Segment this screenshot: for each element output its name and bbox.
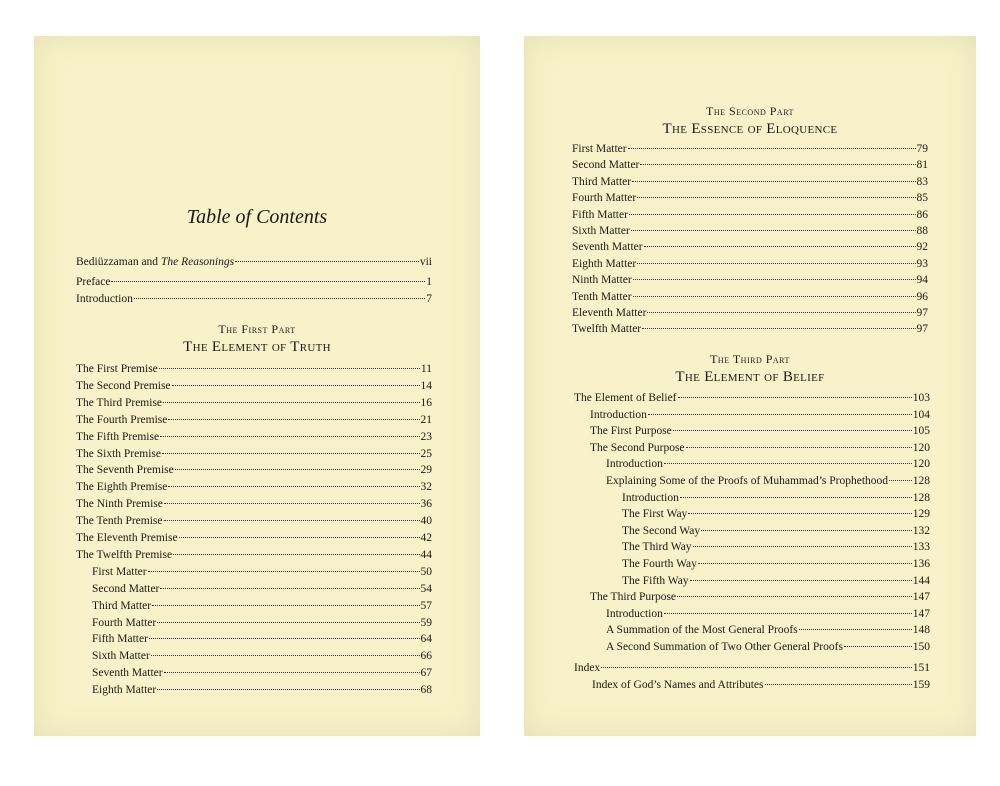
entry-label: Seventh Matter (572, 241, 643, 254)
toc-entry (590, 589, 930, 605)
entry-label: Seventh Matter (92, 667, 163, 680)
toc-entry (622, 539, 930, 555)
entry-label: The Eleventh Premise (76, 532, 178, 544)
page-number: 42 (420, 532, 432, 544)
leader-dots (157, 689, 419, 690)
entry-label: The Third Purpose (590, 591, 677, 604)
leader-dots (637, 197, 915, 198)
toc-entry (76, 462, 432, 478)
toc-entry (92, 598, 432, 614)
page-number: 151 (912, 662, 930, 674)
toc-entry (622, 523, 930, 539)
page-number: 97 (916, 323, 928, 336)
page-number: 148 (912, 624, 930, 637)
toc-title: Table of Contents (186, 206, 328, 228)
page-number: 120 (912, 458, 930, 471)
leader-dots (678, 397, 912, 398)
toc-entry (92, 564, 432, 580)
entry-label: The First Way (622, 508, 688, 521)
page-number: 81 (916, 159, 928, 172)
toc-entry (572, 256, 928, 272)
page-number: 132 (912, 524, 930, 537)
leader-dots (693, 546, 912, 547)
toc-entry (76, 530, 432, 546)
leader-dots (601, 667, 912, 668)
entry-label: Fourth Matter (92, 616, 157, 629)
toc-entry (572, 207, 928, 223)
toc-entry (76, 479, 432, 495)
leader-dots (164, 503, 420, 504)
page-number: 133 (912, 541, 930, 554)
page-number: 79 (916, 143, 928, 155)
page-number: 59 (420, 616, 432, 629)
entry-label: Eighth Matter (572, 257, 637, 270)
leader-dots (168, 419, 419, 420)
page-number: 14 (420, 379, 432, 392)
entry-label: A Second Summation of Two Other General Proofs (606, 641, 843, 653)
entry-label: Introduction (606, 458, 663, 471)
leader-dots (235, 261, 419, 262)
leader-dots (799, 629, 912, 630)
toc-entry (590, 440, 930, 456)
entry-label: Bediüzzaman and (76, 256, 161, 268)
entry-label: The Fourth Premise (76, 413, 168, 426)
entry-label: The Second Way (622, 524, 701, 537)
leader-dots (175, 469, 420, 470)
page-number: 1 (426, 276, 432, 288)
page-number: 85 (916, 192, 928, 205)
entry-label: The Fourth Way (622, 558, 697, 570)
leader-dots (664, 613, 912, 614)
entry-label: First Matter (572, 143, 627, 155)
part-header-3 (524, 352, 976, 386)
leader-dots (644, 246, 916, 247)
page-number: 128 (912, 475, 930, 487)
toc-entry (572, 141, 928, 157)
part-title: The Essence of Eloquence (662, 121, 838, 137)
page-number: 57 (420, 599, 432, 612)
toc-entry (76, 395, 432, 411)
entry-label: The Third Premise (76, 396, 163, 409)
leader-dots (688, 513, 911, 514)
entry-label: A Summation of the Most General Proofs (606, 624, 798, 637)
page-number: 128 (912, 491, 930, 504)
entry-label: First Matter (92, 565, 147, 578)
page-number: 44 (420, 548, 432, 561)
page-number: 21 (420, 413, 432, 426)
page-number: 7 (426, 293, 432, 305)
leader-dots (159, 368, 420, 369)
toc-entry (572, 321, 928, 337)
leader-dots (164, 672, 420, 673)
leader-dots (111, 281, 425, 282)
leader-dots (157, 622, 419, 623)
leader-dots (686, 447, 912, 448)
leader-dots (642, 328, 915, 329)
page-number: 104 (912, 408, 930, 421)
toc-entry (622, 556, 930, 572)
toc-entry (572, 239, 928, 255)
toc-entry (76, 378, 432, 394)
page-number: 129 (912, 508, 930, 521)
page-number: 92 (916, 241, 928, 254)
page-number: 159 (912, 679, 930, 691)
toc-entry-front-2 (76, 291, 432, 307)
page-number: 88 (916, 225, 928, 237)
toc-entry (572, 223, 928, 239)
leader-dots (179, 537, 420, 538)
leader-dots (173, 554, 419, 555)
entry-label: The Seventh Premise (76, 464, 174, 477)
page-number: vii (419, 256, 432, 268)
toc-entry (606, 606, 930, 622)
leader-dots (633, 296, 916, 297)
leader-dots (149, 638, 420, 639)
leader-dots (889, 480, 912, 481)
toc-entry (92, 581, 432, 597)
page-number: 120 (912, 441, 930, 454)
entry-label: Third Matter (92, 599, 152, 612)
entry-label: The Ninth Premise (76, 498, 163, 511)
leader-dots (629, 214, 916, 215)
page-number: 97 (916, 307, 928, 319)
entry-label: Sixth Matter (92, 650, 150, 663)
part-header-2 (524, 104, 976, 138)
entry-label: Eleventh Matter (572, 307, 647, 319)
entry-label: Fourth Matter (572, 192, 637, 205)
leader-dots (631, 230, 916, 231)
entry-label: Fifth Matter (572, 208, 628, 221)
leader-dots (148, 571, 420, 572)
leader-dots (698, 563, 912, 564)
leader-dots (632, 181, 915, 182)
page-number: 50 (420, 565, 432, 578)
entry-label-italic: The Reasonings (160, 256, 235, 268)
entry-label: The Fifth Way (622, 574, 689, 587)
toc-entry (76, 412, 432, 428)
toc-entry (622, 490, 930, 506)
leader-dots (765, 684, 912, 685)
entry-label: The Second Premise (76, 379, 171, 392)
entry-label: Ninth Matter (572, 274, 632, 287)
page-number: 29 (420, 464, 432, 477)
toc-entry (606, 456, 930, 472)
toc-entry (76, 446, 432, 462)
leader-dots (162, 453, 420, 454)
toc-entry-front-1 (76, 274, 432, 290)
toc-entry (572, 272, 928, 288)
entry-label: The Fifth Premise (76, 430, 160, 443)
page-number: 150 (912, 641, 930, 653)
toc-entry (622, 573, 930, 589)
leader-dots (160, 588, 419, 589)
page-number: 54 (420, 582, 432, 595)
page-number: 16 (420, 396, 432, 409)
part-title: The Element of Truth (183, 339, 331, 355)
entry-label: Introduction (606, 607, 663, 620)
entry-label: Index of God’s Names and Attributes (592, 679, 764, 691)
entry-label: The Sixth Premise (76, 447, 161, 460)
entry-label: The First Purpose (590, 425, 672, 438)
leader-dots (664, 463, 912, 464)
leader-dots (633, 279, 916, 280)
leader-dots (647, 312, 915, 313)
toc-entry (92, 631, 432, 647)
entry-label: Introduction (590, 408, 647, 421)
page-number: 96 (916, 290, 928, 303)
toc-entry (92, 665, 432, 681)
entry-label: Introduction (622, 491, 679, 504)
part-subtitle: The Second Part (706, 104, 794, 118)
leader-dots (640, 164, 915, 165)
right-page (524, 36, 976, 736)
toc-entry (572, 305, 928, 321)
entry-label: Explaining Some of the Proofs of Muhammad’s Prophethood (606, 475, 889, 487)
toc-entry (606, 622, 930, 638)
page-number: 32 (420, 481, 432, 494)
toc-entry (92, 682, 432, 698)
page-number: 68 (420, 684, 432, 697)
entry-label: Index (574, 662, 601, 674)
leader-dots (637, 263, 915, 264)
page-number: 94 (916, 274, 928, 287)
leader-dots (160, 436, 419, 437)
toc-entry (572, 289, 928, 305)
part-header-1 (34, 322, 480, 356)
toc-entry (572, 174, 928, 190)
page-number: 66 (420, 650, 432, 663)
entry-label: The Third Way (622, 541, 692, 554)
entry-label: The Tenth Premise (76, 515, 163, 528)
toc-entry (92, 615, 432, 631)
toc-entry (76, 547, 432, 563)
page-number: 103 (912, 392, 930, 404)
leader-dots (701, 530, 912, 531)
entry-label: Introduction (76, 293, 133, 305)
page-number: 25 (420, 447, 432, 460)
page-number: 23 (420, 430, 432, 443)
leader-dots (164, 520, 420, 521)
toc-entry (606, 639, 930, 655)
part-title: The Element of Belief (675, 369, 825, 385)
page-number: 83 (916, 175, 928, 188)
leader-dots (628, 148, 916, 149)
leader-dots (680, 497, 912, 498)
page-number: 64 (420, 633, 432, 646)
page-number: 136 (912, 558, 930, 570)
toc-entry (76, 429, 432, 445)
toc-entry (606, 473, 930, 489)
page-number: 147 (912, 607, 930, 620)
leader-dots (677, 596, 912, 597)
toc-entry (572, 190, 928, 206)
entry-label: The Element of Belief (574, 392, 677, 404)
entry-label: The First Premise (76, 363, 158, 375)
page-number: 86 (916, 208, 928, 221)
page-number: 40 (420, 515, 432, 528)
leader-dots (844, 646, 912, 647)
toc-entry (592, 677, 930, 693)
part-subtitle: The First Part (218, 322, 296, 336)
leader-dots (648, 414, 912, 415)
page-number: 36 (420, 498, 432, 511)
entry-label: The Second Purpose (590, 441, 685, 454)
toc-entry (590, 407, 930, 423)
toc-entry (590, 423, 930, 439)
page-number: 147 (912, 591, 930, 604)
entry-label: Tenth Matter (572, 290, 632, 303)
entry-label: Sixth Matter (572, 225, 630, 237)
leader-dots (134, 298, 425, 299)
page-number: 67 (420, 667, 432, 680)
entry-label: Preface (76, 276, 111, 288)
page-number: 144 (912, 574, 930, 587)
entry-label: Second Matter (92, 582, 160, 595)
page-number: 11 (420, 363, 432, 375)
toc-entry (92, 648, 432, 664)
entry-label: Eighth Matter (92, 684, 157, 697)
entry-label: Fifth Matter (92, 633, 148, 646)
toc-entry (574, 390, 930, 406)
page-number: 105 (912, 425, 930, 438)
leader-dots (690, 580, 912, 581)
entry-label: The Twelfth Premise (76, 548, 173, 561)
toc-entry (622, 506, 930, 522)
entry-label: Third Matter (572, 175, 632, 188)
toc-entry (574, 660, 930, 676)
leader-dots (168, 486, 419, 487)
toc-entry (76, 361, 432, 377)
page-number: 93 (916, 257, 928, 270)
toc-entry (76, 496, 432, 512)
leader-dots (163, 402, 419, 403)
entry-label: The Eighth Premise (76, 481, 168, 494)
leader-dots (172, 385, 420, 386)
left-page (34, 36, 480, 736)
toc-entry-front-0 (76, 254, 432, 270)
leader-dots (151, 655, 420, 656)
toc-entry (76, 513, 432, 529)
toc-entry (572, 157, 928, 173)
entry-label: Twelfth Matter (572, 323, 642, 336)
entry-label: Second Matter (572, 159, 640, 172)
leader-dots (152, 605, 419, 606)
leader-dots (673, 430, 912, 431)
part-subtitle: The Third Part (710, 352, 790, 366)
